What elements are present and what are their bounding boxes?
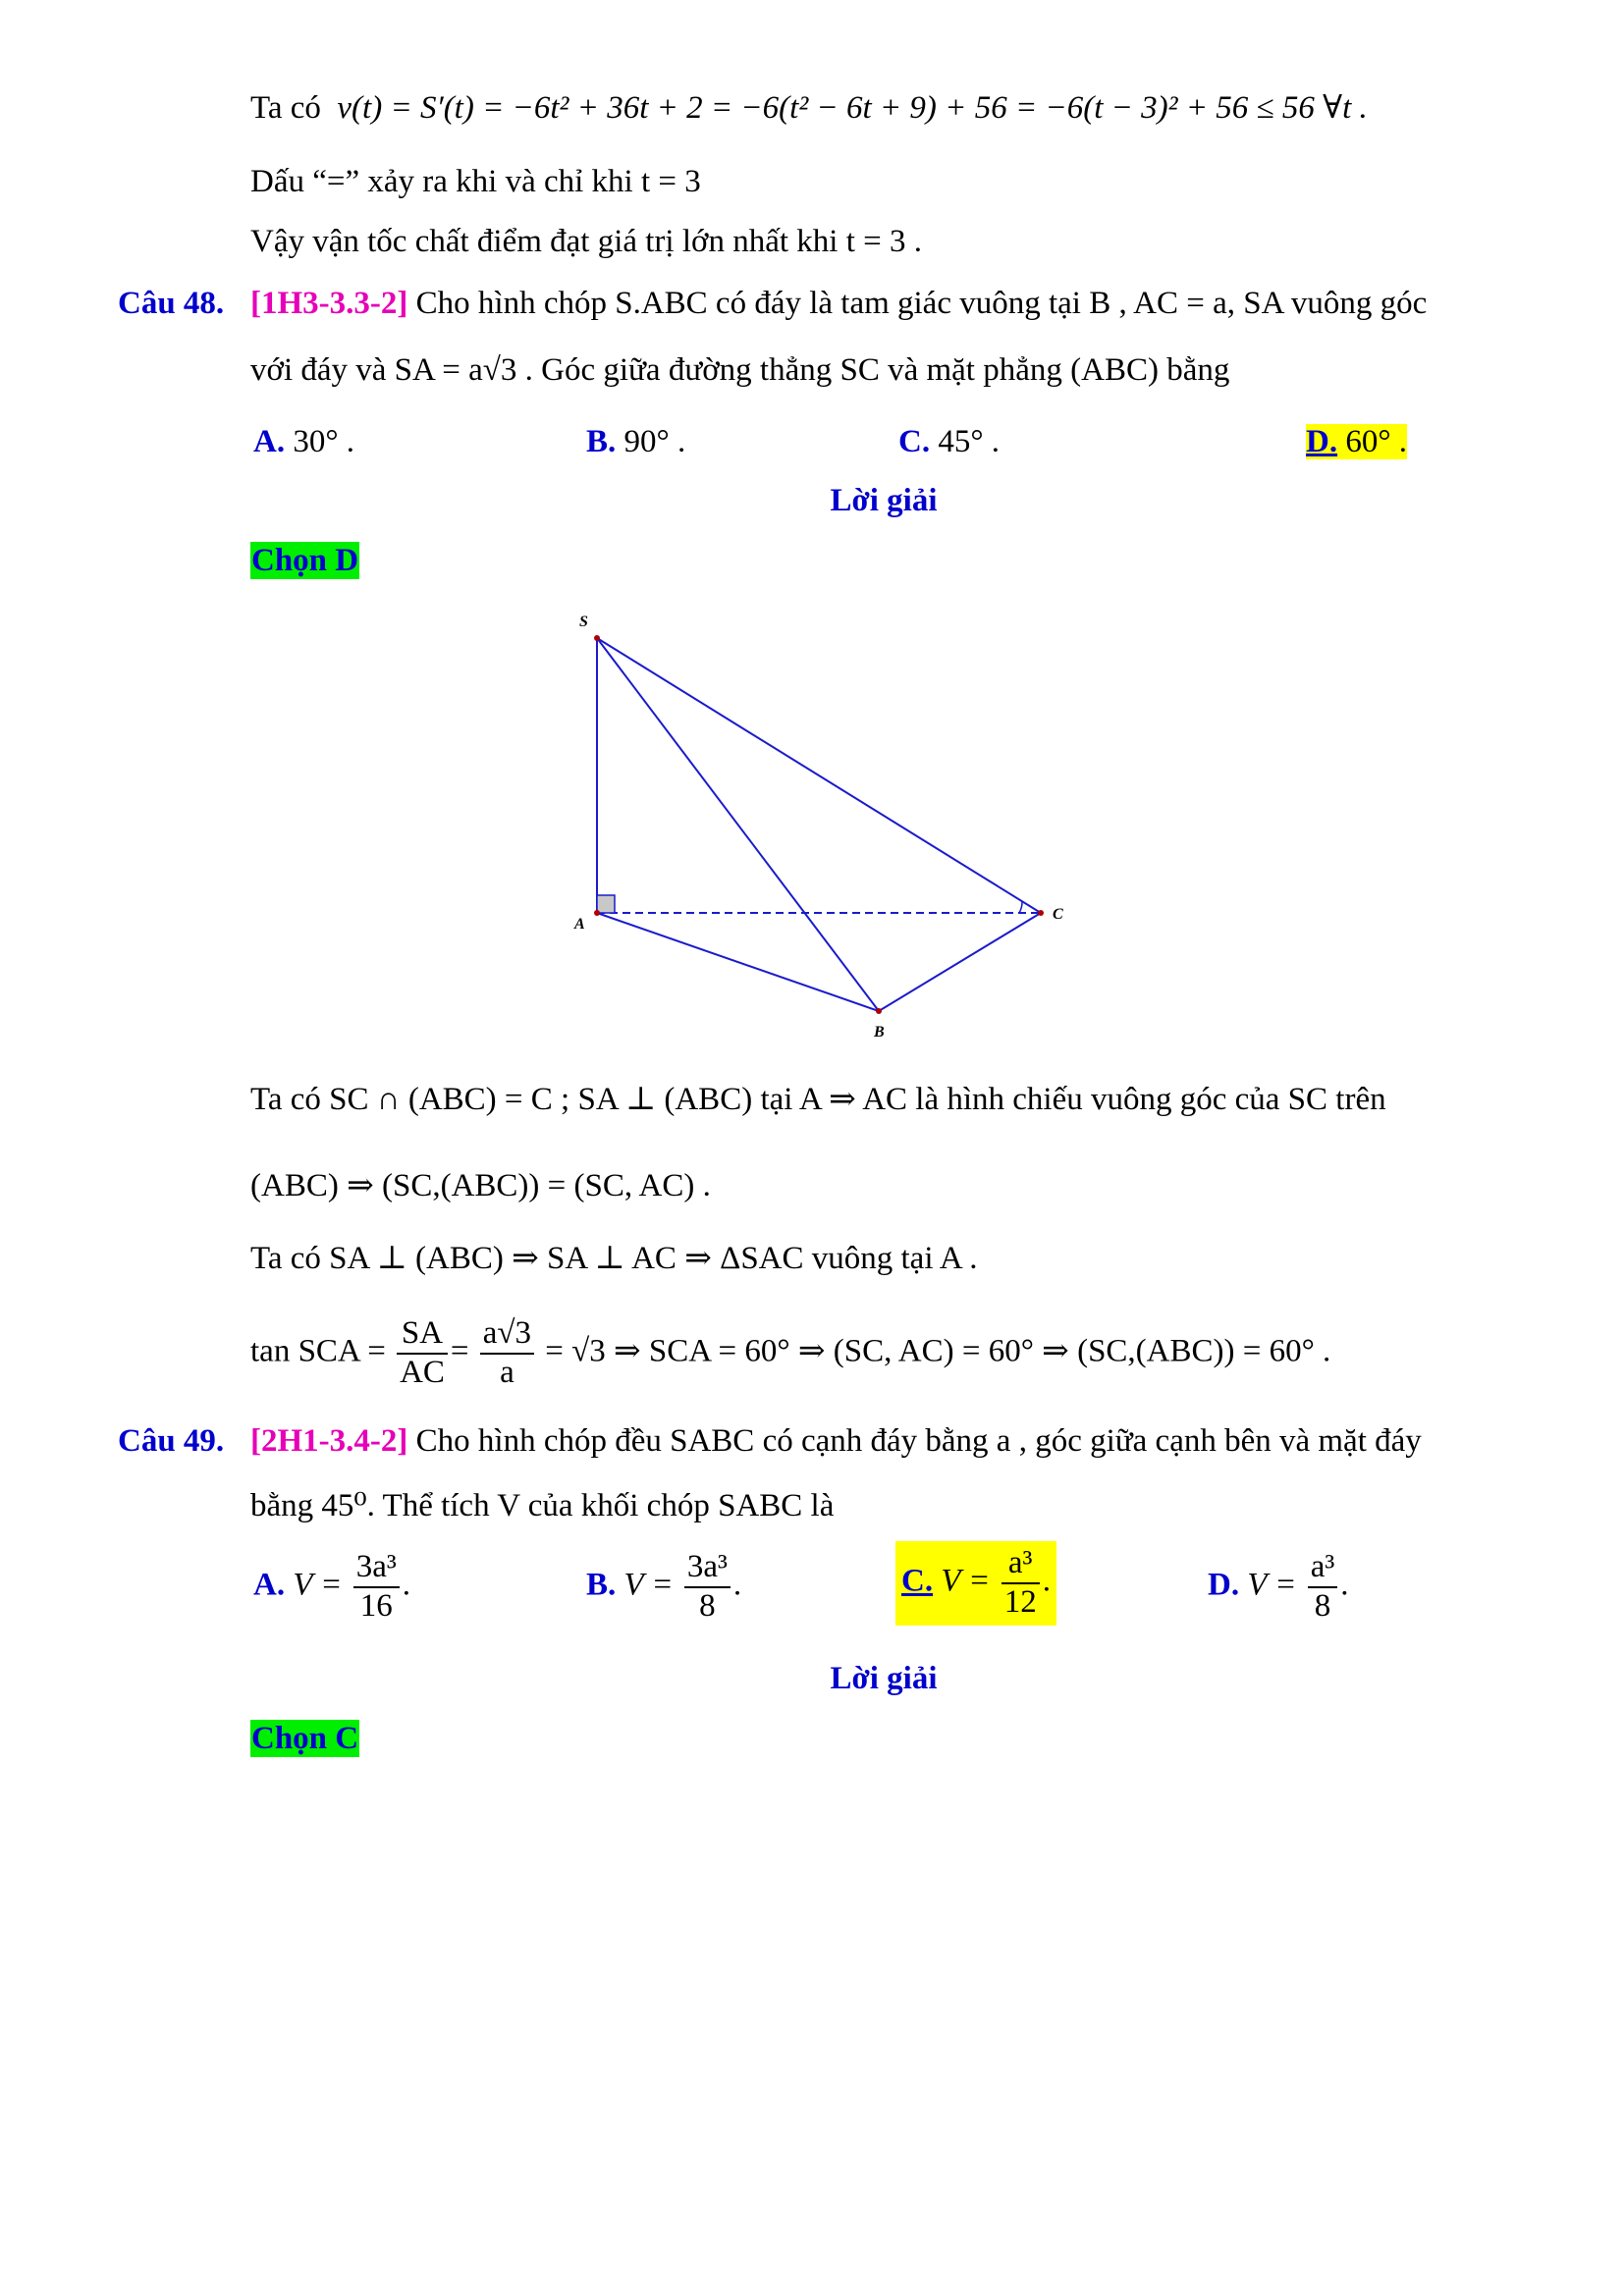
q49-option-d[interactable]: D. V = $\frac{\text{a³}}{8}$ . [1208,1549,1349,1624]
fraction-a-sqrt3-over-a: $\frac{a√3}{a}$ [480,1315,534,1392]
q48-solution-title: Lời giải [830,483,938,518]
q48-option-d-correct[interactable]: D. 60° . [1306,424,1408,459]
q48-option-c[interactable]: C. 45° . [898,424,1001,459]
q49-solution-title: Lời giải [830,1661,938,1696]
q49-option-c-correct[interactable]: C. V = $\frac{\text{a³}}{12}$ . [895,1541,1056,1626]
label-s: S [579,614,588,630]
question-48-stem-line-1: [1H3-3.3-2] Cho hình chóp S.ABC có đáy là tam giác vuông tại B , AC = a, SA vuông góc [250,286,1428,321]
label-b: B [874,1024,885,1041]
fraction-sa-over-ac: $\frac{SA}{AC}$ [397,1315,448,1392]
intro-line-3: Vậy vận tốc chất điểm đạt giá trị lớn nhất khi t = 3 . [250,224,922,259]
q49-option-a[interactable]: A. V = $\frac{\text{3a³}}{16}$ . [253,1549,410,1624]
q49-option-b[interactable]: B. V = $\frac{\text{3a³}}{8}$ . [586,1549,742,1624]
angle-c-mark [1019,901,1022,913]
velocity-equation: v(t) = S′(t) = −6t² + 36t + 2 = −6(t² − 6t + 9) + 56 = −6(t − 3)² + 56 ≤ 56 ∀t . [337,90,1368,126]
edge-sc [597,638,1041,913]
question-49-tag: [2H1-3.4-2] [250,1423,408,1459]
question-48-stem-line-2: với đáy và SA = a√3 . Góc giữa đường thẳng SC và mặt phẳng (ABC) bằng [250,352,1230,388]
label-a: A [574,916,585,933]
question-48-tag: [1H3-3.3-2] [250,286,408,321]
q48-chosen-answer: Chọn D [251,543,359,578]
intro-line-1: Ta có v(t) = S′(t) = −6t² + 36t + 2 = −6(t² − 6t + 9) + 56 = −6(t − 3)² + 56 ≤ 56 ∀t . [250,90,1368,126]
question-49-stem-line-2: bằng 45⁰. Thể tích V của khối chóp SABC là [250,1488,835,1523]
edge-sb [597,638,879,1011]
edge-ab [597,913,879,1011]
edge-bc [879,913,1041,1011]
q48-sol-line-2: (ABC) ⇒ (SC,(ABC)) = (SC, AC) . [250,1168,711,1203]
question-49-number: Câu 49. [118,1423,225,1459]
q48-sol-line-4: tan SCA = $\frac{SA}{AC}$ = $\frac{a√3}{a}$ = √3 ⇒ SCA = 60° ⇒ (SC, AC) = 60° ⇒ (SC,(ABC)) = 60° . [250,1315,1331,1390]
point-c [1038,910,1044,916]
intro-line-2: Dấu “=” xảy ra khi và chỉ khi t = 3 [250,164,701,199]
point-s [594,635,600,641]
q49-chosen-answer: Chọn C [251,1721,359,1756]
question-49-stem-line-1: [2H1-3.4-2] Cho hình chóp đều SABC có cạnh đáy bằng a , góc giữa cạnh bên và mặt đáy [250,1423,1422,1459]
point-a [594,910,600,916]
right-angle-mark [597,895,615,913]
q48-option-a[interactable]: A. 30° . [253,424,355,459]
point-b [876,1008,882,1014]
q48-sol-line-1: Ta có SC ∩ (ABC) = C ; SA ⊥ (ABC) tại A ⇒ AC là hình chiếu vuông góc của SC trên [250,1082,1386,1117]
q48-sol-line-3: Ta có SA ⊥ (ABC) ⇒ SA ⊥ AC ⇒ ΔSAC vuông tại A . [250,1241,978,1276]
label-c: C [1053,906,1063,923]
q48-option-b[interactable]: B. 90° . [586,424,686,459]
question-48-number: Câu 48. [118,286,225,321]
pyramid-figure [550,599,1080,1050]
